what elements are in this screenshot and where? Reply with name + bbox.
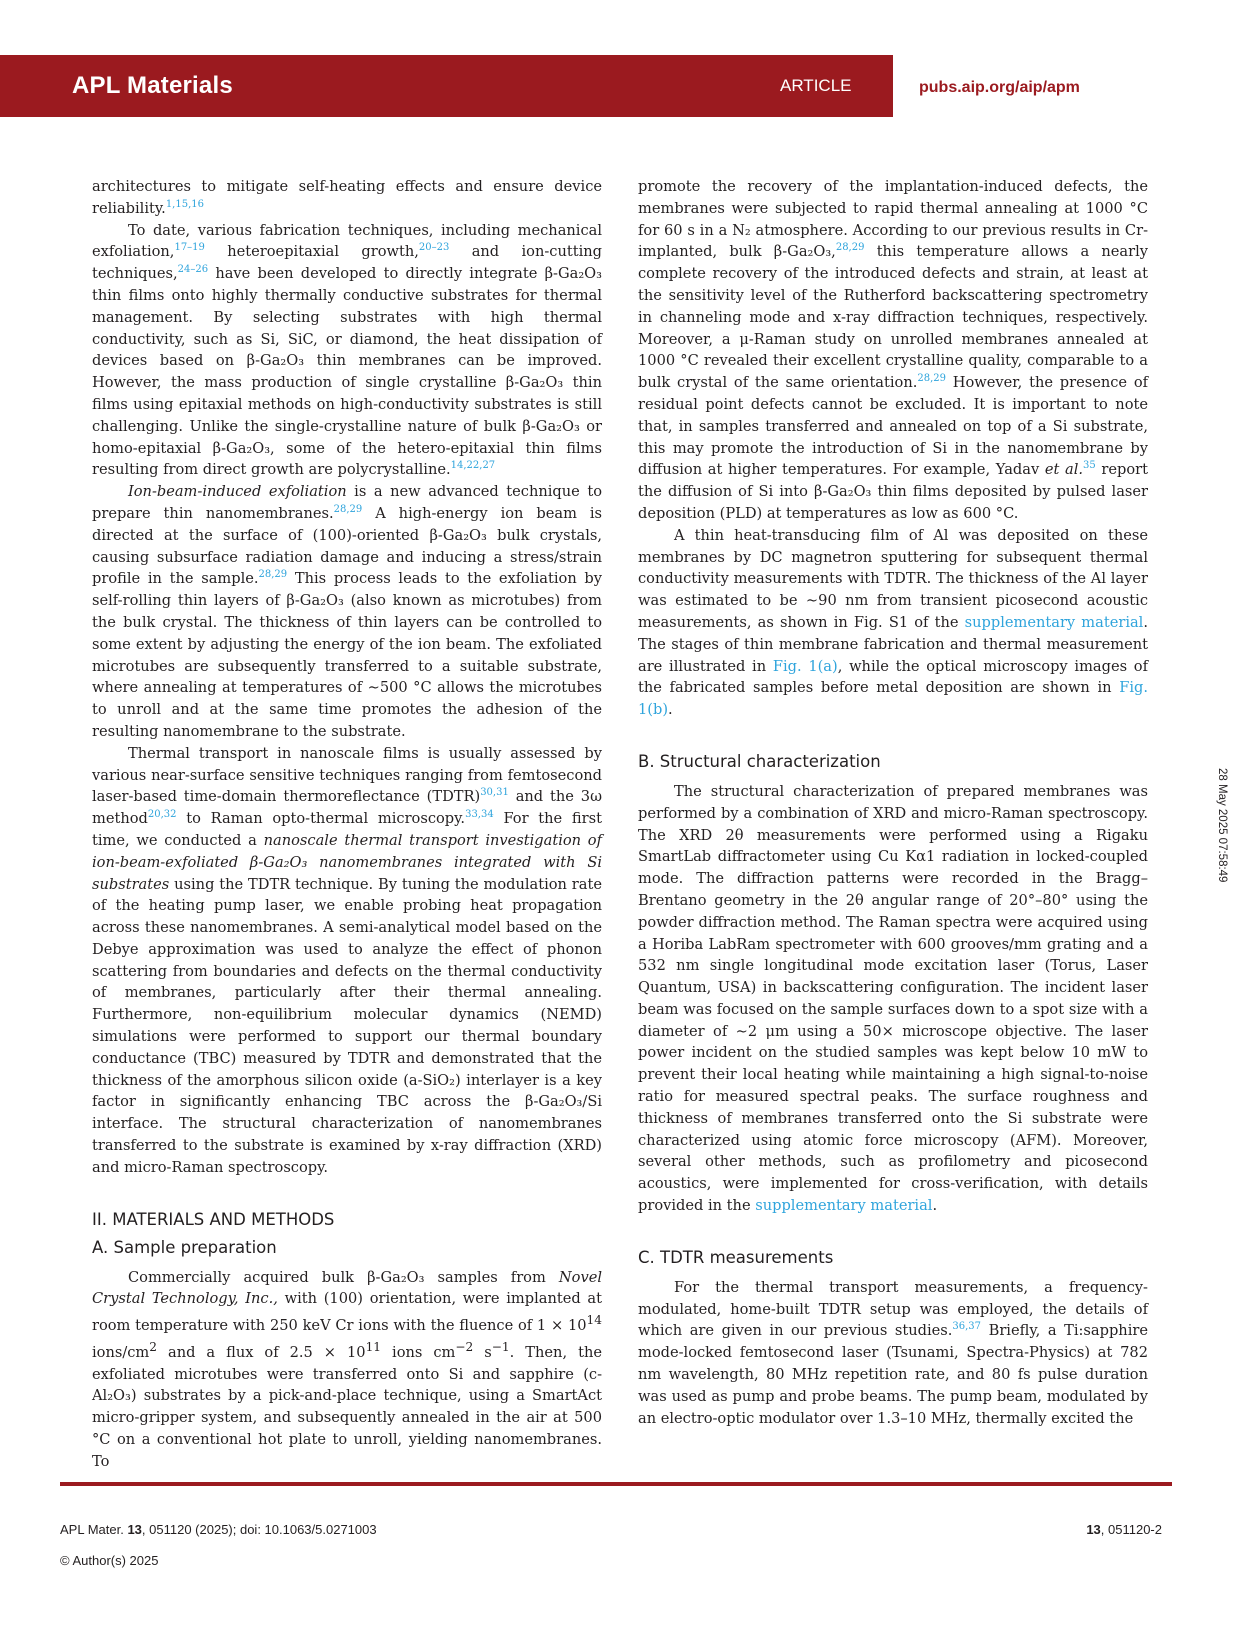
text-span: s: [473, 1343, 492, 1361]
text-span: .: [932, 1197, 938, 1215]
text-span: heteroepitaxial growth,: [204, 243, 419, 261]
text-span: A high-energy ion beam is directed at the surface of (100)-oriented β-Ga₂O₃ bulk crystals, causing subsurface radiation damage and inducing a stress/strain profile in the sample.: [92, 504, 603, 588]
citation-journal: APL Mater.: [60, 1522, 124, 1537]
text-span: To date, various fabrication techniques, including mechanical exfoliation,: [92, 221, 602, 261]
superscript: 11: [365, 1339, 382, 1354]
paragraph: [638, 1277, 1148, 1430]
text-span: and the 3ω method: [92, 788, 602, 828]
emphasis-text: nanoscale thermal transport investigation of ion-beam-exfoliated β-Ga₂O₃ nanomembranes integrated with Si substrates: [92, 831, 602, 893]
citation-link[interactable]: 1,15,16: [165, 198, 204, 210]
paragraph: [92, 481, 602, 743]
journal-url-box: [888, 55, 1238, 117]
text-span: For the first time, we conducted a: [92, 810, 602, 849]
text-span: The structural characterization of prepared membranes was performed by a combination of XRD and micro-Raman spectroscopy. The XRD 2θ measurements were performed using a Rigaku SmartLab diffractometer using Cu Kα1 radiation in locked-coupled mode. The diffraction patterns were recorded in the Bragg–Brentano geometry in the 2θ angular range of 20°–80° using the powder diffraction method. The Raman spectra were acquired using a Horiba LabRam spectrometer with 600 grooves/mm grating and a 532 nm single longitudinal mode excitation laser (Torus, Laser Quantum, USA) in backscattering configuration. The incident laser beam was focused on the sample surfaces down to a spot size with a diameter of ∼2 μm using a 50× microscope objective. The laser power incident on the studied samples was kept below 10 mW to prevent their local heating while maintaining a high signal-to-noise ratio for measured spectral peaks. The surface roughness and thickness of membranes transferred onto the Si substrate were characterized using atomic force microscopy (AFM). Moreover, several other methods, such as profilometry and picosecond acoustics, were implemented for cross-verification, with details provided in the: [638, 782, 1148, 1215]
subsection-heading: C. TDTR measurements: [638, 1247, 834, 1267]
paragraph: [92, 220, 602, 482]
superscript: 2: [149, 1339, 158, 1354]
footer-copyright: © Author(s) 2025: [60, 1553, 159, 1568]
emphasis-text: Ion-beam-induced exfoliation: [128, 483, 347, 501]
text-span: A thin heat-transducing film of Al was deposited on these membranes by DC magnetron sputtering for subsequent thermal conductivity measurements with TDTR. The thickness of the Al layer was estimated to be ∼90 nm from transient picosecond acoustic measurements, as shown in Fig. S1 of the: [638, 526, 1148, 631]
supplementary-material-link[interactable]: supplementary material: [755, 1197, 933, 1215]
paragraph: [92, 176, 602, 220]
text-span: This process leads to the exfoliation by self-rolling thin layers of β-Ga₂O₃ (also known as microtubes) from the bulk crystal. The thickness of thin layers can be controlled to some extent by adjusting the energy of the ion beam. The exfoliated microtubes are subsequently transferred to a suitable substrate, where annealing at temperatures of ∼500 °C allows the microtubes to unroll and at the same time promotes the adhesion of the resulting nanomembrane to the substrate.: [92, 570, 602, 740]
figure-link[interactable]: Fig. 1(b): [638, 679, 1148, 719]
figure-link[interactable]: Fig. 1(a): [772, 657, 838, 675]
citation-link[interactable]: 33,34: [465, 809, 494, 821]
page-number: [1086, 1522, 1162, 1537]
citation-link[interactable]: 28,29: [917, 373, 947, 385]
citation-link[interactable]: 20,32: [147, 809, 177, 821]
text-span: For the thermal transport measurements, a frequency-modulated, home-built TDTR setup was employed, the details of which are given in our previous studies.: [638, 1278, 1148, 1340]
paragraph: [92, 743, 602, 1179]
text-span: Thermal transport in nanoscale films is usually assessed by various near-surface sensitive techniques ranging from femtosecond laser-based time-domain thermoreflectance (TDTR): [92, 744, 602, 806]
page-volume: 13: [1086, 1522, 1101, 1537]
text-span: ions/cm: [92, 1343, 150, 1361]
superscript: −2: [455, 1339, 474, 1354]
superscript: 14: [586, 1313, 602, 1328]
text-span: architectures to mitigate self-heating effects and ensure device reliability.: [92, 178, 602, 217]
download-date-stamp: 28 May 2025 07:58:49: [1216, 768, 1228, 883]
section-heading: II. MATERIALS AND METHODS: [92, 1209, 335, 1229]
footer-divider: [60, 1482, 1172, 1486]
citation-link[interactable]: 28,29: [258, 569, 288, 581]
text-span: However, the presence of residual point defects cannot be excluded. It is important to note that, in samples transferred and annealed on top of a Si substrate, this may promote the introduction of Si in the nanomembrane by diffusion at higher temperatures. For example, Yadav: [638, 374, 1149, 479]
subsection-heading: A. Sample preparation: [92, 1237, 277, 1257]
text-span: this temperature allows a nearly complete recovery of the introduced defects and strain, at least at the sensitivity level of the Rutherford backscattering spectrometry in channeling mode and x-ray diffraction techniques, respectively. Moreover, a μ-Raman study on unrolled membranes annealed at 1000 °C revealed their excellent crystalline quality, comparable to a bulk crystal of the same orientation.: [638, 243, 1148, 392]
article-type-label: ARTICLE: [780, 76, 852, 95]
citation-link[interactable]: 24–26: [177, 264, 209, 276]
text-span: and ion-cutting techniques,: [92, 243, 602, 283]
citation-link[interactable]: 20–23: [418, 242, 450, 254]
paragraph: [638, 176, 1148, 525]
text-span: report the diffusion of Si into β-Ga₂O₃ thin films deposited by pulsed laser deposition (PLD) at temperatures as low as 600 °C.: [638, 461, 1148, 522]
right-column: [638, 176, 1148, 1429]
text-span: is a new advanced technique to prepare thin nanomembranes.: [92, 483, 602, 522]
emphasis-text: Novel Crystal Technology, Inc.,: [92, 1268, 602, 1308]
paragraph: [638, 525, 1148, 721]
text-span: with (100) orientation, were implanted at room temperature with 250 keV Cr ions with the fluence of 1 × 10: [92, 1290, 602, 1335]
paragraph: [92, 1267, 602, 1473]
text-span: promote the recovery of the implantation-induced defects, the membranes were subjected to rapid thermal annealing at 1000 °C for 60 s in a N₂ atmosphere. According to our previous results in Cr-implanted, bulk β-Ga₂O₃,: [638, 178, 1148, 261]
citation-link[interactable]: 35: [1083, 460, 1096, 472]
left-column: [92, 176, 602, 1473]
text-span: and a flux of 2.5 × 10: [157, 1343, 366, 1361]
citation-link[interactable]: 36,37: [952, 1321, 982, 1333]
footer-citation: [60, 1522, 377, 1537]
journal-name: APL Materials: [72, 72, 233, 99]
text-span: to Raman opto-thermal microscopy.: [176, 810, 466, 828]
citation-link[interactable]: 30,31: [480, 787, 509, 799]
superscript: −1: [491, 1339, 510, 1354]
citation-link[interactable]: 28,29: [835, 242, 865, 254]
text-span: .: [668, 701, 673, 719]
text-span: ions cm: [381, 1343, 456, 1361]
citation-volume: 13: [127, 1522, 142, 1537]
emphasis-text: et al.: [1044, 461, 1084, 479]
page-article-number: , 051120-2: [1100, 1522, 1162, 1537]
journal-url-link[interactable]: pubs.aip.org/aip/apm: [919, 79, 1080, 96]
text-span: Commercially acquired bulk β-Ga₂O₃ samples from: [128, 1268, 559, 1286]
text-span: , while the optical microscopy images of the fabricated samples before metal deposition are shown in: [638, 657, 1148, 697]
citation-link[interactable]: 28,29: [333, 503, 363, 515]
text-span: . The stages of thin membrane fabrication and thermal measurement are illustrated in: [638, 613, 1148, 675]
text-span: Briefly, a Ti:sapphire mode-locked femtosecond laser (Tsunami, Spectra-Physics) at 782 nm wavelength, 80 MHz repetition rate, and 80 fs pulse duration was used as pump and probe beams. The pump beam, modulated by an electro-optic modulator over 1.3–10 MHz, thermally excited the: [638, 1322, 1148, 1427]
supplementary-material-link[interactable]: supplementary material: [964, 613, 1144, 631]
citation-link[interactable]: 14,22,27: [450, 460, 496, 472]
text-span: have been developed to directly integrate β-Ga₂O₃ thin films onto highly thermally conductive substrates for thermal management. By selecting substrates with high thermal conductivity, such as Si, SiC, or diamond, the heat dissipation of devices based on β-Ga₂O₃ thin membranes can be improved. However, the mass production of single crystalline β-Ga₂O₃ thin films using epitaxial methods on high-conductivity substrates is still challenging. Unlike the single-crystalline nature of bulk β-Ga₂O₃ or homo-epitaxial β-Ga₂O₃, some of the hetero-epitaxial thin films resulting from direct growth are polycrystalline.: [92, 265, 602, 479]
subsection-heading: B. Structural characterization: [638, 751, 881, 771]
paragraph: [638, 781, 1148, 1217]
text-span: using the TDTR technique. By tuning the modulation rate of the heating pump laser, we enable probing heat propagation across these nanomembranes. A semi-analytical model based on the Debye approximation was used to analyze the effect of phonon scattering from boundaries and defects on the thermal conductivity of membranes, particularly after their thermal annealing. Furthermore, non-equilibrium molecular dynamics (NEMD) simulations were performed to support our thermal boundary conductance (TBC) measured by TDTR and demonstrated that the thickness of the amorphous silicon oxide (a-SiO₂) interlayer is a key factor in significantly enhancing TBC across the β-Ga₂O₃/Si interface. The structural characterization of nanomembranes transferred to the substrate is examined by x-ray diffraction (XRD) and micro-Raman spectroscopy.: [92, 875, 602, 1176]
text-span: . Then, the exfoliated microtubes were transferred onto Si and sapphire (c-Al₂O₃) substrates by a pick-and-place technique, using a SmartAct micro-gripper system, and subsequently annealed in the air at 500 °C on a conventional hot plate to unroll, yielding nanomembranes. To: [92, 1343, 602, 1470]
citation-link[interactable]: 17–19: [174, 242, 205, 254]
citation-doi: , 051120 (2025); doi: 10.1063/5.0271003: [141, 1522, 377, 1537]
